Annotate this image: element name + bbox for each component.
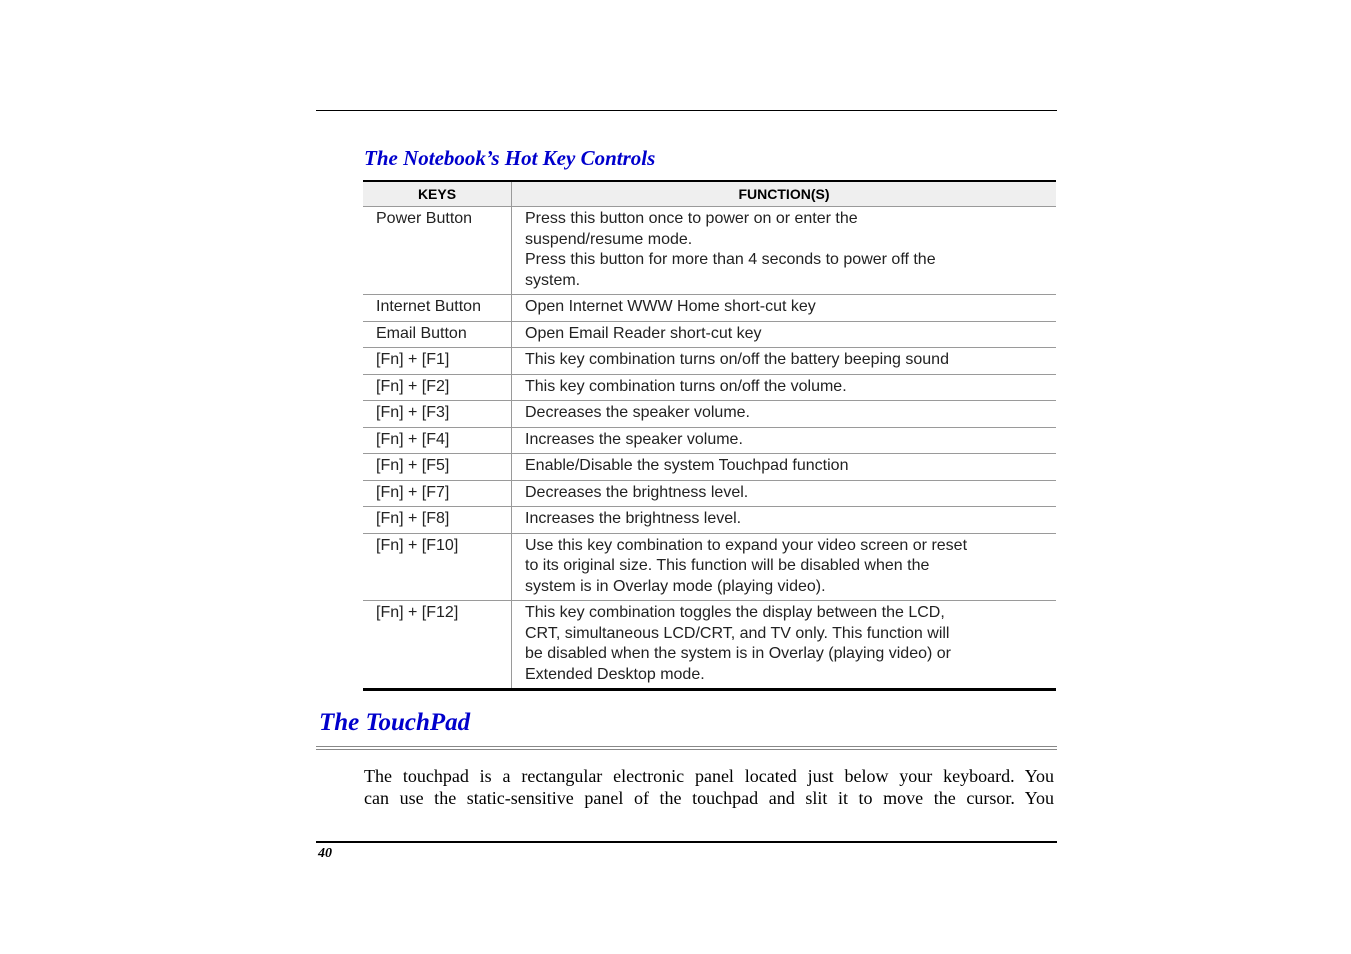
- hotkey-function: [512, 321, 1057, 348]
- function-line: This key combination toggles the display between the LCD,: [525, 604, 945, 621]
- function-line: Decreases the brightness level.: [525, 483, 749, 501]
- function-line: Use this key combination to expand your video screen or reset: [525, 536, 968, 554]
- function-line: Enable/Disable the system Touchpad function: [525, 457, 849, 474]
- table-row: [363, 507, 1056, 534]
- table-header-row: [363, 181, 1056, 207]
- hotkey-function: [512, 348, 1057, 375]
- table-row: [363, 533, 1056, 601]
- function-line: be disabled when the system is in Overlay (playing video) or: [525, 645, 951, 662]
- hotkey-name: [Fn] + [F8]: [363, 507, 512, 534]
- paragraph-line: can use the static-sensitive panel of the touchpad and slit it to move the cursor. You: [364, 788, 1054, 808]
- table-row: [363, 454, 1056, 481]
- hotkey-name: Power Button: [363, 207, 512, 295]
- table-row: [363, 207, 1056, 295]
- hotkey-function: [512, 207, 1057, 295]
- hotkey-function: [512, 533, 1057, 601]
- function-line: This key combination turns on/off the battery beeping sound: [525, 351, 949, 368]
- footer-rule: [316, 841, 1057, 843]
- table-row: [363, 601, 1056, 690]
- function-line: Press this button once to power on or enter the: [525, 210, 858, 227]
- hotkey-function: [512, 295, 1057, 322]
- function-line: Decreases the speaker volume.: [525, 404, 750, 421]
- hotkey-function: [512, 401, 1057, 428]
- hotkey-name: [Fn] + [F12]: [363, 601, 512, 690]
- function-line: This key combination turns on/off the volume.: [525, 377, 847, 395]
- table-row: [363, 321, 1056, 348]
- function-line: Increases the speaker volume.: [525, 430, 743, 448]
- table-row: [363, 295, 1056, 322]
- table-row: [363, 480, 1056, 507]
- table-row: [363, 348, 1056, 375]
- function-line: to its original size. This function will be disabled when the: [525, 557, 930, 574]
- touchpad-title-rule: [316, 746, 1057, 750]
- hotkey-function: [512, 427, 1057, 454]
- hotkey-name: [Fn] + [F3]: [363, 401, 512, 428]
- hotkey-name: [Fn] + [F4]: [363, 427, 512, 454]
- hotkey-name: [Fn] + [F1]: [363, 348, 512, 375]
- touchpad-title: The TouchPad: [319, 709, 471, 736]
- touchpad-paragraph: [364, 765, 1054, 809]
- function-line: Increases the brightness level.: [525, 510, 742, 527]
- function-line: Open Internet WWW Home short-cut key: [525, 298, 816, 315]
- hotkey-function: [512, 454, 1057, 481]
- hotkey-name: [Fn] + [F7]: [363, 480, 512, 507]
- paragraph-line: The touchpad is a rectangular electronic panel located just below your keyboard. You: [364, 766, 1054, 786]
- function-line: system.: [525, 271, 581, 289]
- hotkey-table: [363, 180, 1056, 691]
- function-line: Press this button for more than 4 seconds to power off the: [525, 251, 936, 268]
- hotkey-name: Internet Button: [363, 295, 512, 322]
- function-line: Extended Desktop mode.: [525, 665, 705, 683]
- function-line: Open Email Reader short-cut key: [525, 324, 762, 342]
- keys-column-header: KEYS: [363, 181, 512, 207]
- page-number: 40: [318, 846, 332, 861]
- table-row: [363, 374, 1056, 401]
- function-line: suspend/resume mode.: [525, 230, 693, 248]
- hotkey-table-body: [363, 207, 1056, 690]
- hotkey-name: [Fn] + [F5]: [363, 454, 512, 481]
- table-row: [363, 401, 1056, 428]
- section-title: The Notebook’s Hot Key Controls: [364, 146, 656, 170]
- hotkey-name: [Fn] + [F2]: [363, 374, 512, 401]
- hotkey-name: Email Button: [363, 321, 512, 348]
- function-line: system is in Overlay mode (playing video).: [525, 577, 826, 595]
- hotkey-function: [512, 507, 1057, 534]
- hotkey-function: [512, 374, 1057, 401]
- hotkey-function: [512, 480, 1057, 507]
- header-rule: [316, 110, 1057, 111]
- hotkey-function: [512, 601, 1057, 690]
- hotkey-name: [Fn] + [F10]: [363, 533, 512, 601]
- functions-column-header: FUNCTION(S): [512, 181, 1057, 207]
- function-line: CRT, simultaneous LCD/CRT, and TV only. This function will: [525, 624, 950, 642]
- table-row: [363, 427, 1056, 454]
